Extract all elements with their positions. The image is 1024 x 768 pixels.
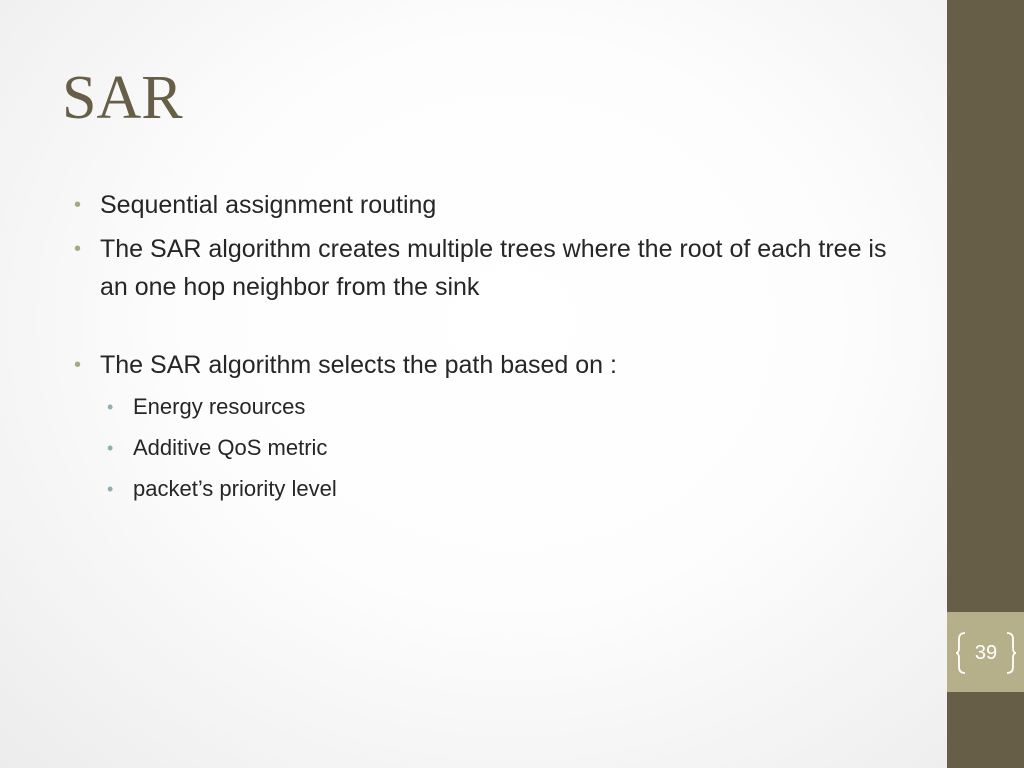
sub-bullet-text: Energy resources — [133, 394, 306, 419]
bullet-dot-icon: • — [74, 194, 82, 216]
bullet-text: The SAR algorithm selects the path based on : — [100, 351, 617, 379]
sub-bullet-dot-icon: • — [107, 438, 114, 458]
sub-bullet-dot-icon: • — [107, 479, 114, 499]
sub-bullet-text: Additive QoS metric — [133, 435, 328, 460]
slide-title: SAR — [62, 64, 183, 132]
sub-bullet-list — [107, 390, 894, 506]
bullet-item — [74, 346, 894, 384]
bullet-spacer — [74, 312, 894, 346]
bullet-item — [74, 230, 894, 306]
sub-bullet-item — [107, 431, 894, 465]
bullet-dot-icon: • — [74, 354, 82, 376]
bullet-dot-icon: • — [74, 238, 82, 260]
sub-bullet-item — [107, 390, 894, 424]
bullet-list — [74, 186, 894, 513]
bullet-text: Sequential assignment routing — [100, 191, 437, 219]
bullet-item — [74, 186, 894, 224]
sub-bullet-item — [107, 472, 894, 506]
page-number: 39 — [974, 642, 998, 664]
bullet-text: The SAR algorithm creates multiple trees where the root of each tree is an one hop neighbor from the sink — [100, 235, 887, 301]
sub-bullet-dot-icon: • — [107, 397, 114, 417]
sub-bullet-text: packet’s priority level — [133, 476, 337, 501]
